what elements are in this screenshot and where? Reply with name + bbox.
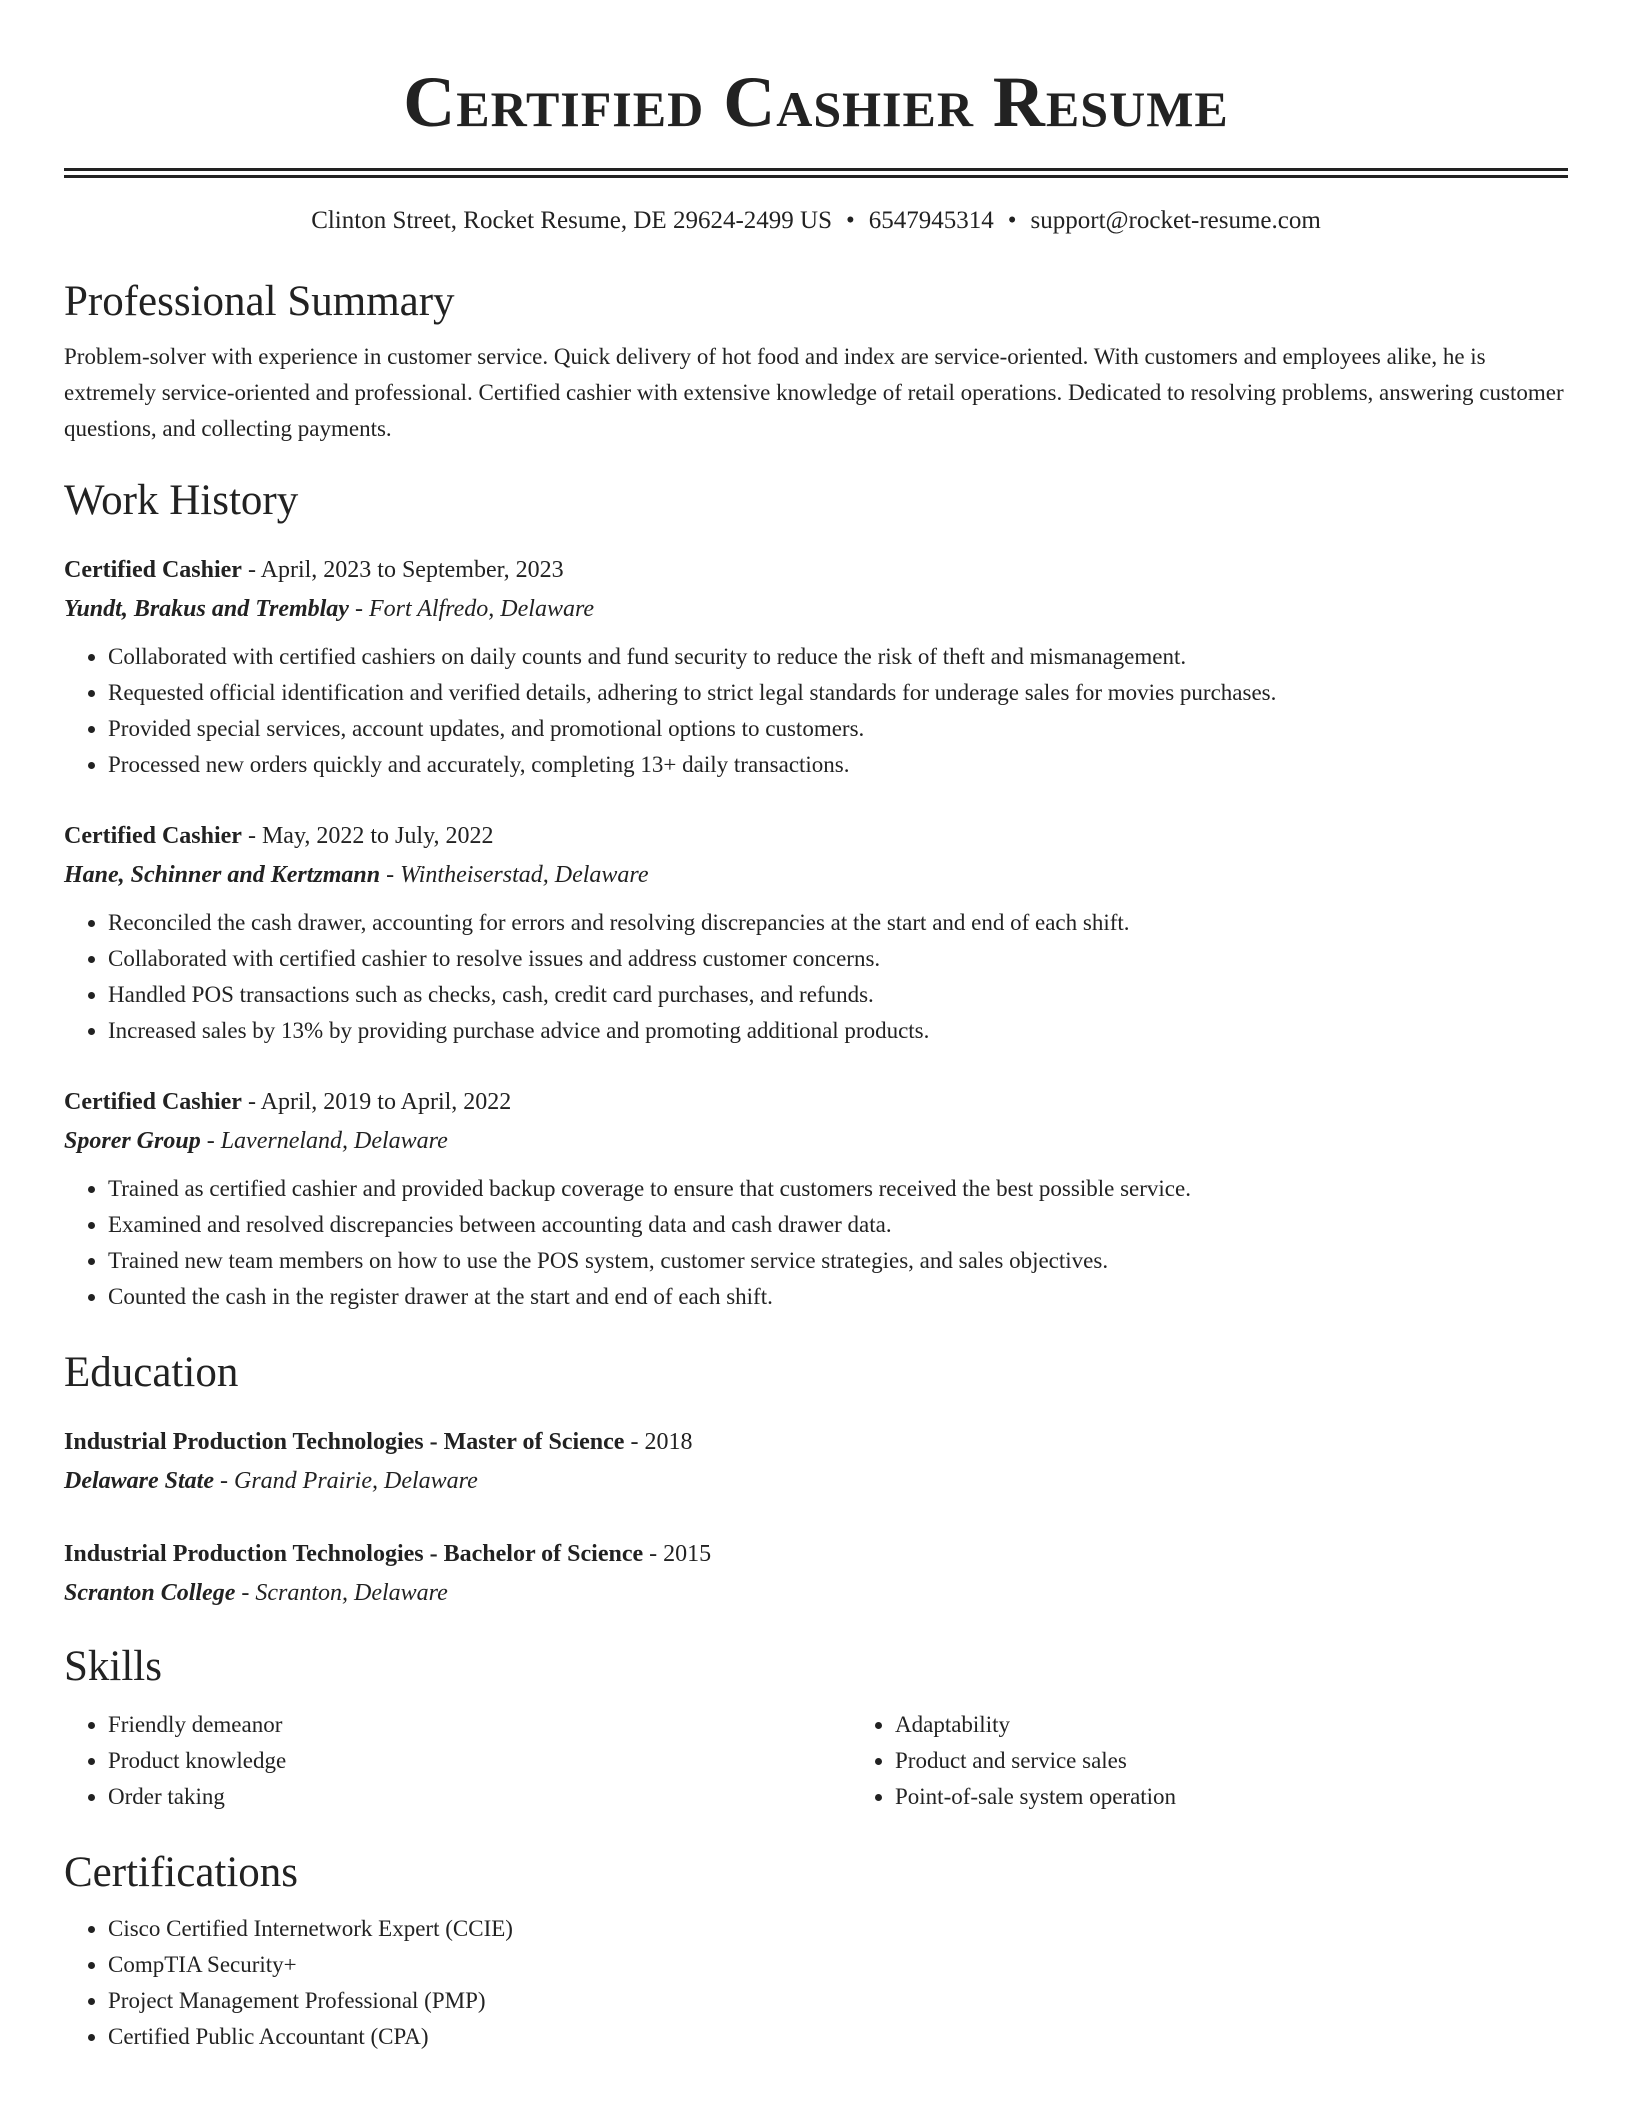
contact-phone: 6547945314 <box>868 207 994 234</box>
job-title: Certified Cashier <box>64 1089 242 1115</box>
certification-item: • Cisco Certified Internetwork Expert (CCIE) <box>108 1911 1568 1947</box>
job-bullets <box>64 905 1568 1049</box>
job-bullets <box>64 1171 1568 1315</box>
dash: - <box>624 1429 645 1455</box>
education-heading: Education <box>64 1349 239 1396</box>
contact-line <box>64 204 1568 238</box>
school-location: Grand Prairie, Delaware <box>234 1468 478 1494</box>
dash: - <box>348 596 369 622</box>
contact-separator: • <box>845 207 855 234</box>
certifications-list <box>64 1911 1568 2055</box>
job-company-line <box>64 589 1568 629</box>
job-bullet: • Collaborated with certified cashier to resolve issues and address customer concerns. <box>108 941 1568 977</box>
skill-item: • Friendly demeanor <box>108 1707 851 1743</box>
dash: - <box>235 1580 256 1606</box>
education-entry <box>64 1535 1568 1613</box>
job-location: Fort Alfredo, Delaware <box>368 596 595 622</box>
certification-item: • Certified Public Accountant (CPA) <box>108 2019 1568 2055</box>
degree-line <box>64 1535 1568 1573</box>
degree-line <box>64 1423 1568 1461</box>
job-bullet: • Counted the cash in the register drawer at the start and end of each shift. <box>108 1279 1568 1315</box>
job-company: Sporer Group <box>64 1128 201 1154</box>
skills-heading: Skills <box>64 1643 162 1690</box>
dash: - <box>241 557 261 583</box>
job-bullet: • Collaborated with certified cashiers on daily counts and fund security to reduce the risk of theft and mismanagement. <box>108 639 1568 675</box>
contact-email: support@rocket-resume.com <box>1030 207 1321 234</box>
job-dates: April, 2023 to September, 2023 <box>260 557 564 583</box>
education-entry <box>64 1423 1568 1501</box>
degree: Industrial Production Technologies - Master of Science <box>64 1429 625 1455</box>
job-company: Yundt, Brakus and Tremblay <box>64 596 349 622</box>
job-company-line <box>64 855 1568 895</box>
certification-item: • CompTIA Security+ <box>108 1947 1568 1983</box>
resume-title: Certified Cashier Resume <box>403 62 1229 142</box>
job-title-line <box>64 817 1568 855</box>
school-location: Scranton, Delaware <box>255 1580 448 1606</box>
job-entry <box>64 817 1568 1049</box>
skill-item: • Order taking <box>108 1779 851 1815</box>
job-title: Certified Cashier <box>64 557 242 583</box>
job-entry <box>64 1083 1568 1315</box>
dash: - <box>214 1468 234 1494</box>
job-bullet: • Reconciled the cash drawer, accounting for errors and resolving discrepancies at the start and end of each shift. <box>108 905 1568 941</box>
job-title-line <box>64 551 1568 589</box>
summary-heading: Professional Summary <box>64 278 455 325</box>
school-name: Scranton College <box>64 1580 236 1606</box>
job-title: Certified Cashier <box>64 823 242 849</box>
dash: - <box>241 1089 261 1115</box>
contact-address: Clinton Street, Rocket Resume, DE 29624-2499 US <box>311 207 832 234</box>
contact-separator: • <box>1007 207 1017 234</box>
job-company-line <box>64 1121 1568 1161</box>
job-bullet: • Processed new orders quickly and accurately, completing 13+ daily transactions. <box>108 747 1568 783</box>
dash: - <box>241 823 262 849</box>
skill-item: • Point-of-sale system operation <box>895 1779 1568 1815</box>
job-dates: April, 2019 to April, 2022 <box>260 1089 512 1115</box>
job-bullet: • Handled POS transactions such as checks, cash, credit card purchases, and refunds. <box>108 977 1568 1013</box>
work-history-heading: Work History <box>64 477 299 524</box>
job-title-line <box>64 1083 1568 1121</box>
dash: - <box>380 862 401 888</box>
job-bullet: • Trained as certified cashier and provided backup coverage to ensure that customers received the best possible service. <box>108 1171 1568 1207</box>
dash: - <box>200 1128 221 1154</box>
skills-list-left <box>64 1707 851 1815</box>
job-entry <box>64 551 1568 783</box>
job-bullet: • Increased sales by 13% by providing purchase advice and promoting additional products. <box>108 1013 1568 1049</box>
skills-list-right <box>851 1707 1568 1815</box>
graduation-year: 2018 <box>644 1429 693 1455</box>
graduation-year: 2015 <box>663 1541 712 1567</box>
job-bullets <box>64 639 1568 783</box>
skill-item: • Product knowledge <box>108 1743 851 1779</box>
certifications-heading: Certifications <box>64 1849 299 1896</box>
job-dates: May, 2022 to July, 2022 <box>261 823 494 849</box>
job-company: Hane, Schinner and Kertzmann <box>64 862 381 888</box>
skill-item: • Adaptability <box>895 1707 1568 1743</box>
school-line <box>64 1573 1568 1613</box>
skill-item: • Product and service sales <box>895 1743 1568 1779</box>
skills-grid <box>64 1707 1568 1815</box>
summary-text: Problem-solver with experience in customer service. Quick delivery of hot food and index are service-oriented. With customers and employees alike, he is extremely service-oriented and professional. Certified cashier with extensive knowledge of retail operations. Dedicated to resolving problems, answering customer questions, and collecting payments. <box>64 344 1564 441</box>
job-bullet: • Provided special services, account updates, and promotional options to customers. <box>108 711 1568 747</box>
dash: - <box>643 1541 664 1567</box>
certification-item: • Project Management Professional (PMP) <box>108 1983 1568 2019</box>
degree: Industrial Production Technologies - Bachelor of Science <box>64 1541 644 1567</box>
school-name: Delaware State <box>64 1468 214 1494</box>
title-double-rule <box>64 168 1568 178</box>
job-location: Laverneland, Delaware <box>220 1128 448 1154</box>
job-bullet: • Trained new team members on how to use the POS system, customer service strategies, and sales objectives. <box>108 1243 1568 1279</box>
job-location: Wintheiserstad, Delaware <box>400 862 649 888</box>
school-line <box>64 1461 1568 1501</box>
job-bullet: • Examined and resolved discrepancies between accounting data and cash drawer data. <box>108 1207 1568 1243</box>
job-bullet: • Requested official identification and verified details, adhering to strict legal standards for underage sales for movies purchases. <box>108 675 1568 711</box>
